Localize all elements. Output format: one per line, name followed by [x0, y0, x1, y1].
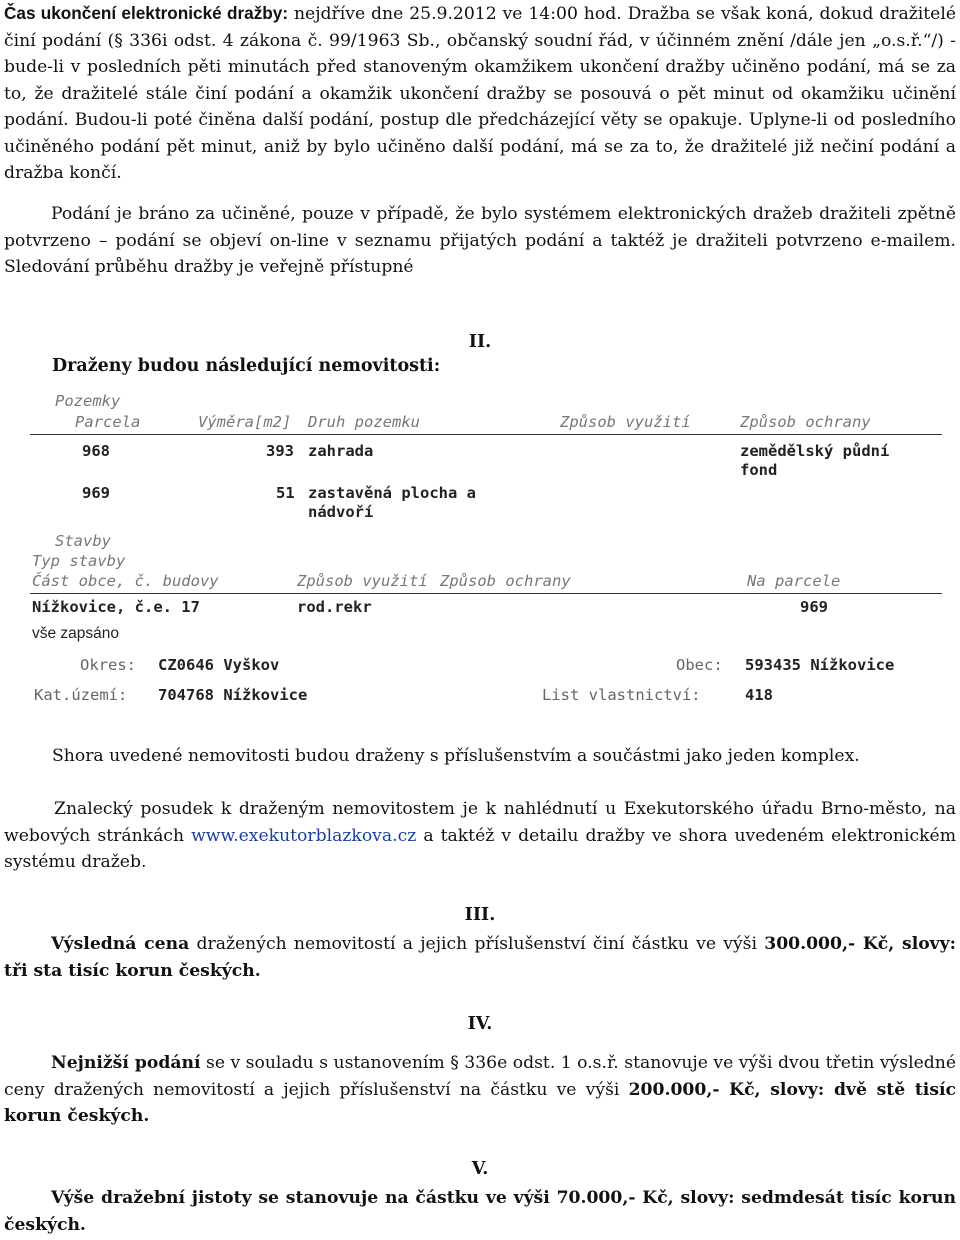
okres-label: Okres: — [80, 656, 136, 674]
obec-value: 593435 Nížkovice — [745, 656, 895, 674]
land-row-ochrana: zemědělský půdní — [740, 442, 890, 460]
expert-text-after: a taktéž v detailu dražby ve shora uvedeném elektronickém systému dražeb. — [4, 825, 956, 872]
auction-end-paragraph — [4, 0, 956, 187]
land-group-label: Pozemky — [55, 392, 121, 410]
header-ochrana: Způsob ochrany — [740, 413, 871, 431]
lowest-bid-amount: 200.000,- Kč, slovy: dvě stě tisíc korun českých. — [4, 1079, 956, 1126]
final-price-lead: Výsledná cena — [51, 934, 190, 954]
bid-confirmation-paragraph: Podání je bráno za učiněné, pouze v případě, že bylo systémem elektronických dražeb dražiteli zpětně potvrzeno – podání se objeví on-line v seznamu přijatých podání a taktéž je dražiteli potvrzeno e-mailem. Sledování průběhu dražby je veřejně přístupné — [4, 204, 956, 277]
buildings-group-label: Stavby — [55, 532, 111, 550]
final-price-text: dražených nemovitostí a jejich příslušenství činí částku ve výši — [189, 934, 765, 954]
buildings-type-label: Typ stavby — [32, 552, 126, 570]
land-row-vymera: 51 — [276, 484, 295, 502]
auction-end-text: nejdříve dne 25.9.2012 ve 14:00 hod. Dražba se však koná, dokud dražitelé činí podání (§ 336i odst. 4 zákona č. 99/1963 Sb., občanský soudní řád, v účinném znění /dále jen „o.s.ř.“/) - bude-li v posledních pěti minutách před stanoveným okamžikem ukončení dražby učiněno podání, má se za to, že dražitelé stále činí podání a okamžik ukončení dražby se posouvá o pět minut od okamžiku učinění podání. Budou-li poté činěna další podání, postup dle předcházející věty se opakuje. Uplyne-li od posledního učiněného podání pět minut, aniž by bylo učiněno další podání, má se za to, že dražitelé již nečiní podání a dražba končí. — [4, 4, 956, 183]
table-divider — [30, 434, 942, 435]
obec-label: Obec: — [676, 656, 723, 674]
section-number-v: V. — [471, 1159, 489, 1179]
land-row-vymera: 393 — [266, 442, 294, 460]
section-number-iii: III. — [464, 905, 496, 925]
auction-end-label: Čas ukončení elektronické dražby: — [4, 3, 289, 23]
header-stavba-vyuziti: Způsob využití — [297, 572, 428, 590]
lowest-bid-text: se v souladu s ustanovením § 336e odst. 1 o.s.ř. stanovuje ve výši dvou třetin výsledné ceny dražených nemovitostí a jejich příslušenství na částku ve výši — [4, 1053, 956, 1100]
buildings-note: vše zapsáno — [32, 625, 120, 642]
header-stavba-ochrana: Způsob ochrany — [440, 572, 571, 590]
header-vyuziti: Způsob využití — [560, 413, 691, 431]
header-na-parcele: Na parcele — [747, 572, 841, 590]
building-row-parcela: 969 — [800, 598, 828, 616]
header-cast-obce: Část obce, č. budovy — [32, 572, 219, 590]
katuzemi-value: 704768 Nížkovice — [158, 686, 308, 704]
final-price-amount: 300.000,- Kč, slovy: tři sta tisíc korun českých. — [4, 934, 957, 981]
lv-value: 418 — [745, 686, 773, 704]
header-druh: Druh pozemku — [308, 413, 420, 431]
katuzemi-label: Kat.území: — [34, 686, 128, 704]
lowest-bid-paragraph — [4, 1050, 956, 1130]
land-row-parcela: 969 — [82, 484, 110, 502]
lv-label: List vlastnictví: — [542, 686, 701, 704]
building-row-cast: Nížkovice, č.e. 17 — [32, 598, 200, 616]
expert-report-paragraph — [4, 796, 956, 876]
complex-paragraph: Shora uvedené nemovitosti budou draženy s příslušenstvím a součástmi jako jeden komplex. — [52, 746, 860, 766]
table-divider — [30, 593, 942, 594]
header-parcela: Parcela — [75, 413, 141, 431]
executor-website-link[interactable]: www.exekutorblazkova.cz — [191, 825, 417, 846]
final-price-paragraph — [4, 931, 956, 984]
building-row-vyuziti: rod.rekr — [297, 598, 372, 616]
land-row-druh: zastavěná plocha a — [308, 484, 476, 502]
properties-heading: Draženy budou následující nemovitosti: — [52, 356, 441, 376]
section-number-ii: II. — [468, 332, 492, 352]
land-row-ochrana-cont: fond — [740, 461, 778, 479]
land-row-druh-cont: nádvoří — [308, 503, 374, 521]
okres-value: CZ0646 Vyškov — [158, 656, 280, 674]
land-row-druh: zahrada — [308, 442, 374, 460]
section-number-iv: IV. — [467, 1014, 493, 1034]
header-vymera: Výměra[m2] — [198, 413, 292, 431]
lowest-bid-lead: Nejnižší podání — [51, 1053, 201, 1073]
deposit-paragraph: Výše dražební jistoty se stanovuje na částku ve výši 70.000,- Kč, slovy: sedmdesát tisíc korun českých. — [4, 1188, 956, 1235]
land-row-parcela: 968 — [82, 442, 110, 460]
expert-text-before: Znalecký posudek k draženým nemovitostem je k nahlédnutí u Exekutorského úřadu Brno-město, na webových stránkách — [4, 799, 956, 846]
